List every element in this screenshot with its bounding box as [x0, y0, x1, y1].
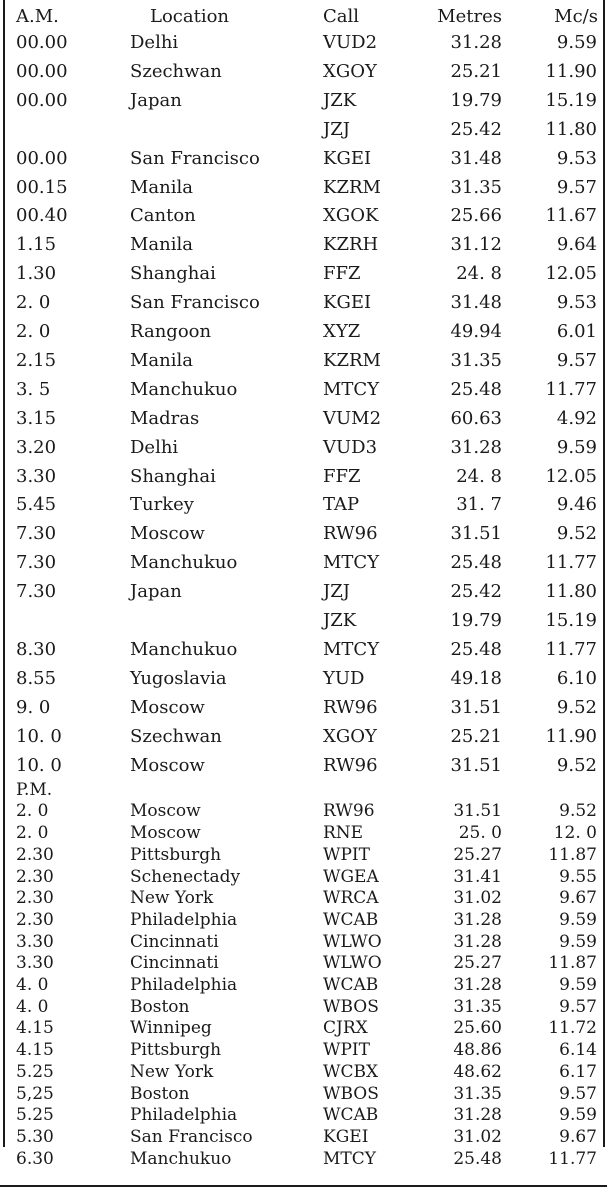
metres-cell: 31.51: [450, 696, 502, 718]
frequency-cell: 9.53: [556, 292, 597, 314]
table-row: [0, 725, 607, 749]
call-sign-cell: KGEI: [323, 292, 372, 314]
time-cell: 2.30: [16, 866, 54, 887]
call-sign-cell: JZK: [323, 610, 357, 631]
table-row: [0, 233, 607, 257]
pm-section-label-row: [0, 778, 607, 802]
metres-cell: 25.48: [450, 378, 502, 400]
location-cell: Manila: [130, 176, 193, 198]
time-cell: 5.30: [16, 1126, 54, 1147]
frequency-cell: 9.46: [556, 494, 597, 516]
call-sign-cell: RW96: [323, 696, 378, 718]
metres-cell: 31. 7: [456, 494, 502, 516]
header-metres: Metres: [437, 6, 502, 27]
header-call: Call: [323, 6, 360, 27]
table-row: [0, 1017, 607, 1041]
time-cell: 5,25: [16, 1083, 54, 1104]
location-cell: Madras: [130, 407, 200, 429]
metres-cell: 25.42: [450, 118, 502, 140]
frequency-cell: 9.59: [556, 436, 597, 458]
table-header: [0, 5, 607, 29]
table-row: [0, 974, 607, 998]
call-sign-cell: XGOY: [323, 725, 377, 747]
location-cell: Moscow: [130, 754, 205, 776]
frequency-cell: 11.77: [545, 552, 597, 574]
location-cell: Philadelphia: [130, 1105, 238, 1126]
frequency-cell: 12. 0: [553, 823, 597, 844]
metres-cell: 49.94: [450, 321, 502, 342]
table-row: [0, 204, 607, 228]
table-row: [0, 147, 607, 171]
location-cell: Boston: [130, 996, 190, 1017]
frequency-cell: 9.67: [559, 1126, 597, 1147]
frequency-cell: 11.67: [545, 205, 597, 227]
call-sign-cell: VUD3: [323, 436, 378, 458]
metres-cell: 25.48: [450, 638, 502, 660]
location-cell: Winnipeg: [130, 1018, 212, 1039]
frequency-cell: 11.77: [548, 1148, 597, 1169]
table-row: [0, 1148, 607, 1172]
table-row: [0, 822, 607, 846]
location-cell: Moscow: [130, 696, 205, 718]
metres-cell: 48.62: [453, 1061, 502, 1082]
call-sign-cell: MTCY: [323, 638, 380, 660]
location-cell: Pittsburgh: [130, 844, 222, 865]
metres-cell: 25.66: [450, 205, 502, 227]
metres-cell: 31.28: [453, 975, 502, 995]
metres-cell: 24. 8: [456, 263, 502, 285]
location-cell: San Francisco: [130, 292, 260, 314]
time-cell: 1.30: [16, 263, 57, 285]
call-sign-cell: FFZ: [323, 465, 361, 487]
frequency-cell: 9.53: [556, 147, 597, 169]
frequency-cell: 9.57: [559, 1083, 597, 1104]
location-cell: Manchukuo: [130, 1148, 232, 1169]
call-sign-cell: KZRM: [323, 176, 381, 198]
call-sign-cell: JZJ: [323, 581, 350, 603]
metres-cell: 49.18: [450, 667, 502, 689]
time-cell: 00.00: [16, 89, 68, 111]
location-cell: Moscow: [130, 801, 201, 822]
time-cell: 4.15: [16, 1040, 54, 1061]
frequency-cell: 9.52: [556, 754, 597, 776]
frequency-cell: 11.90: [545, 60, 597, 82]
call-sign-cell: WBOS: [323, 1083, 379, 1104]
metres-cell: 25.42: [450, 581, 502, 603]
call-sign-cell: WPIT: [323, 1040, 370, 1061]
metres-cell: 25.48: [453, 1148, 502, 1169]
frequency-cell: 11.87: [548, 953, 597, 974]
frequency-cell: 11.90: [545, 725, 597, 747]
metres-cell: 25.60: [453, 1018, 502, 1039]
time-cell: 3.15: [16, 407, 57, 429]
table-row: [0, 407, 607, 431]
frequency-cell: 9.67: [559, 888, 597, 909]
table-row: [0, 667, 607, 691]
metres-cell: 60.63: [450, 407, 502, 429]
call-sign-cell: RW96: [323, 754, 378, 776]
table-row: [0, 89, 607, 113]
call-sign-cell: KZRH: [323, 234, 379, 256]
location-cell: New York: [130, 888, 214, 909]
metres-cell: 31.12: [450, 234, 502, 256]
time-cell: 8.30: [16, 638, 57, 660]
time-cell: 7.30: [16, 523, 57, 545]
time-cell: 7.30: [16, 581, 57, 603]
call-sign-cell: WGEA: [323, 866, 379, 887]
table-row: [0, 465, 607, 489]
bottom-rule: [0, 1185, 607, 1187]
table-row: [0, 996, 607, 1020]
time-cell: 7.30: [16, 552, 57, 574]
location-cell: Shanghai: [130, 263, 216, 285]
frequency-cell: 9.59: [559, 975, 597, 995]
call-sign-cell: WLWO: [323, 953, 382, 974]
metres-cell: 31.35: [450, 349, 502, 371]
call-sign-cell: MTCY: [323, 552, 380, 574]
call-sign-cell: TAP: [323, 494, 360, 516]
time-cell: 9. 0: [16, 696, 51, 718]
table-row: [0, 1104, 607, 1128]
time-cell: 2.30: [16, 888, 54, 909]
location-cell: Cincinnati: [130, 953, 219, 974]
call-sign-cell: WCAB: [323, 1105, 379, 1126]
call-sign-cell: WRCA: [323, 888, 379, 909]
metres-cell: 25.27: [453, 953, 502, 974]
location-cell: New York: [130, 1061, 214, 1082]
metres-cell: 31.02: [453, 888, 502, 909]
time-cell: 10. 0: [16, 754, 62, 776]
time-cell: 2.30: [16, 844, 54, 865]
metres-cell: 31.28: [450, 32, 502, 53]
time-cell: 3.30: [16, 953, 54, 974]
frequency-cell: 9.59: [559, 1105, 597, 1126]
call-sign-cell: MTCY: [323, 1148, 376, 1169]
header-location: Location: [150, 6, 230, 27]
call-sign-cell: RW96: [323, 801, 375, 822]
call-sign-cell: WPIT: [323, 844, 370, 865]
frequency-cell: 15.19: [545, 89, 597, 111]
call-sign-cell: XGOK: [323, 205, 379, 227]
call-sign-cell: WBOS: [323, 996, 379, 1017]
frequency-cell: 9.55: [559, 866, 597, 887]
location-cell: Delhi: [130, 436, 179, 458]
table-row: [0, 952, 607, 976]
time-cell: 4. 0: [16, 996, 49, 1017]
call-sign-cell: JZJ: [323, 118, 350, 140]
location-cell: Pittsburgh: [130, 1040, 222, 1061]
metres-cell: 31.02: [453, 1126, 502, 1147]
table-row: [0, 262, 607, 286]
location-cell: Schenectady: [130, 866, 241, 887]
metres-cell: 31.28: [453, 909, 502, 930]
header-time: A.M.: [16, 6, 59, 27]
location-cell: Szechwan: [130, 725, 222, 747]
time-cell: 2.30: [16, 909, 54, 930]
frequency-cell: 6.10: [556, 667, 597, 689]
frequency-cell: 11.80: [545, 118, 597, 140]
table-row: [0, 638, 607, 662]
table-row: [0, 696, 607, 720]
table-row: [0, 349, 607, 373]
location-cell: Moscow: [130, 523, 205, 545]
call-sign-cell: KGEI: [323, 147, 372, 169]
frequency-cell: 11.77: [545, 378, 597, 400]
location-cell: Manila: [130, 234, 193, 256]
call-sign-cell: RW96: [323, 523, 378, 545]
call-sign-cell: XGOY: [323, 60, 377, 82]
table-row: [0, 176, 607, 200]
location-cell: Yugoslavia: [130, 667, 227, 689]
location-cell: Manchukuo: [130, 378, 238, 400]
location-cell: Turkey: [130, 494, 194, 516]
table-row: [0, 1061, 607, 1085]
table-row: [0, 522, 607, 546]
frequency-cell: 9.59: [559, 909, 597, 930]
location-cell: Shanghai: [130, 465, 216, 487]
call-sign-cell: XYZ: [323, 321, 361, 342]
metres-cell: 31.35: [453, 996, 502, 1017]
metres-cell: 31.51: [450, 754, 502, 776]
frequency-cell: 9.52: [556, 696, 597, 718]
frequency-cell: 11.87: [548, 844, 597, 865]
location-cell: Manchukuo: [130, 638, 238, 660]
frequency-cell: 11.80: [545, 581, 597, 603]
call-sign-cell: VUD2: [323, 32, 378, 53]
location-cell: Rangoon: [130, 321, 212, 342]
table-row: [0, 60, 607, 84]
frequency-cell: 9.52: [559, 801, 597, 822]
frequency-cell: 9.57: [556, 349, 597, 371]
time-cell: 2. 0: [16, 321, 51, 342]
time-cell: 10. 0: [16, 725, 62, 747]
metres-cell: 31.51: [453, 801, 502, 822]
metres-cell: 31.28: [453, 931, 502, 952]
time-cell: 2.15: [16, 349, 57, 371]
call-sign-cell: WLWO: [323, 931, 382, 952]
call-sign-cell: WCAB: [323, 975, 379, 995]
table-row: [0, 1039, 607, 1063]
location-cell: Szechwan: [130, 60, 222, 82]
location-cell: Boston: [130, 1083, 190, 1104]
frequency-cell: 9.57: [559, 996, 597, 1017]
frequency-cell: 9.64: [556, 234, 597, 256]
metres-cell: 25.48: [450, 552, 502, 574]
location-cell: Cincinnati: [130, 931, 219, 952]
table-row: [0, 493, 607, 517]
call-sign-cell: KGEI: [323, 1126, 369, 1147]
frequency-cell: 11.77: [545, 638, 597, 660]
location-cell: Japan: [130, 581, 182, 603]
time-cell: 4.15: [16, 1018, 54, 1039]
call-sign-cell: YUD: [323, 667, 365, 689]
time-cell: 5.25: [16, 1061, 54, 1082]
call-sign-cell: JZK: [323, 89, 357, 111]
table-row: [0, 844, 607, 868]
frequency-cell: 9.57: [556, 176, 597, 198]
table-row: [0, 118, 607, 142]
metres-cell: 31.41: [453, 866, 502, 887]
location-cell: Philadelphia: [130, 909, 238, 930]
location-cell: Moscow: [130, 823, 201, 844]
frequency-cell: 9.59: [559, 931, 597, 952]
time-cell: 5.25: [16, 1105, 54, 1126]
metres-cell: 31.28: [450, 436, 502, 458]
call-sign-cell: RNE: [323, 823, 364, 844]
table-row: [0, 551, 607, 575]
metres-cell: 25.21: [450, 725, 502, 747]
time-cell: 3.20: [16, 436, 57, 458]
table-row: [0, 378, 607, 402]
location-cell: Manchukuo: [130, 552, 238, 574]
time-cell: 3.30: [16, 931, 54, 952]
table-row: [0, 609, 607, 633]
table-row: [0, 31, 607, 55]
metres-cell: 48.86: [453, 1040, 502, 1061]
time-cell: 00.15: [16, 176, 68, 198]
location-cell: Japan: [130, 89, 182, 111]
call-sign-cell: KZRM: [323, 349, 381, 371]
time-cell: 4. 0: [16, 975, 49, 995]
frequency-cell: 9.52: [556, 523, 597, 545]
frequency-cell: 12.05: [545, 465, 597, 487]
time-cell: 3.30: [16, 465, 57, 487]
metres-cell: 24. 8: [456, 465, 502, 487]
header-mcs: Mc/s: [554, 6, 598, 27]
frequency-cell: 15.19: [545, 610, 597, 631]
metres-cell: 25.21: [450, 60, 502, 82]
metres-cell: 25.27: [453, 844, 502, 865]
pm-section-label: P.M.: [16, 780, 53, 801]
time-cell: 3. 5: [16, 378, 51, 400]
metres-cell: 31.28: [453, 1105, 502, 1126]
call-sign-cell: MTCY: [323, 378, 380, 400]
location-cell: San Francisco: [130, 1126, 253, 1147]
metres-cell: 19.79: [450, 610, 502, 631]
time-cell: 2. 0: [16, 801, 49, 822]
call-sign-cell: WCAB: [323, 909, 379, 930]
metres-cell: 31.48: [450, 147, 502, 169]
table-row: [0, 436, 607, 460]
frequency-cell: 6.14: [559, 1040, 597, 1061]
table-row: [0, 1083, 607, 1107]
frequency-cell: 11.72: [548, 1018, 597, 1039]
time-cell: 5.45: [16, 494, 57, 516]
call-sign-cell: FFZ: [323, 263, 361, 285]
table-row: [0, 800, 607, 824]
metres-cell: 31.51: [450, 523, 502, 545]
table-row: [0, 320, 607, 344]
call-sign-cell: CJRX: [323, 1018, 368, 1039]
frequency-cell: 12.05: [545, 263, 597, 285]
metres-cell: 25. 0: [458, 823, 502, 844]
time-cell: 6.30: [16, 1148, 54, 1169]
location-cell: Philadelphia: [130, 975, 238, 995]
time-cell: 00.40: [16, 205, 68, 227]
metres-cell: 31.35: [450, 176, 502, 198]
frequency-cell: 6.17: [559, 1061, 597, 1082]
frequency-cell: 6.01: [556, 321, 597, 342]
metres-cell: 31.35: [453, 1083, 502, 1104]
location-cell: Delhi: [130, 32, 179, 53]
call-sign-cell: VUM2: [323, 407, 382, 429]
frequency-cell: 9.59: [556, 32, 597, 53]
frequency-cell: 4.92: [556, 407, 597, 429]
metres-cell: 31.48: [450, 292, 502, 314]
location-cell: Canton: [130, 205, 196, 227]
table-row: [0, 291, 607, 315]
table-row: [0, 909, 607, 933]
table-row: [0, 931, 607, 955]
location-cell: Manila: [130, 349, 193, 371]
time-cell: 8.55: [16, 667, 57, 689]
table-row: [0, 580, 607, 604]
time-cell: 2. 0: [16, 292, 51, 314]
location-cell: San Francisco: [130, 147, 260, 169]
call-sign-cell: WCBX: [323, 1061, 379, 1082]
time-cell: 00.00: [16, 147, 68, 169]
time-cell: 00.00: [16, 32, 68, 53]
time-cell: 00.00: [16, 60, 68, 82]
table-row: [0, 754, 607, 778]
metres-cell: 19.79: [450, 89, 502, 111]
time-cell: 1.15: [16, 234, 57, 256]
time-cell: 2. 0: [16, 823, 49, 844]
table-row: [0, 887, 607, 911]
table-row: [0, 866, 607, 890]
table-row: [0, 1126, 607, 1150]
